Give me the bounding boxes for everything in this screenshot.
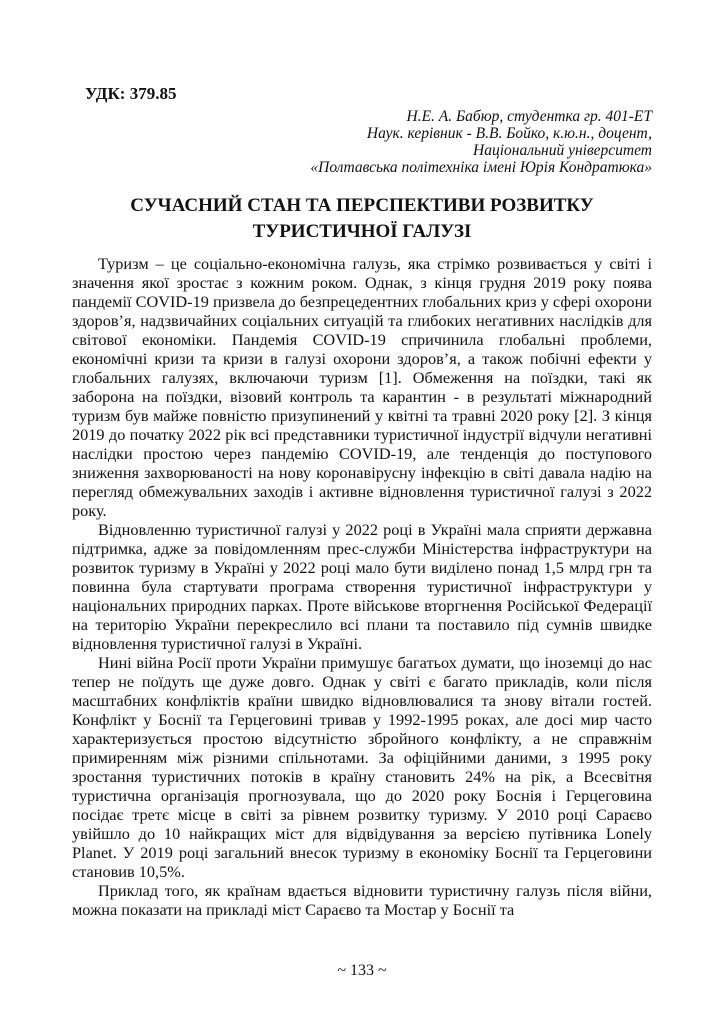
paragraph: Приклад того, як країнам вдається відновити туристичну галузь після війни, можна показати на прикладі міст Сараєво та Мостар у Боснії та bbox=[72, 881, 652, 919]
article-body bbox=[72, 254, 652, 919]
author-line: Наук. керівник - В.В. Бойко, к.ю.н., доцент, bbox=[366, 125, 652, 142]
author-line: «Полтавська політехніка імені Юрія Кондратюка» bbox=[310, 159, 652, 176]
author-line: Національний університет bbox=[473, 142, 652, 159]
author-line: Н.Е. А. Бабюр, студентка гр. 401-ЕТ bbox=[406, 108, 652, 125]
paragraph: Відновленню туристичної галузі у 2022 році в Україні мала сприяти державна підтримка, адже за повідомленням прес-служби Міністерства інфраструктури на розвиток туризму в Україні у 2022 році мало бути виділено понад 1,5 млрд грн та повинна була стартувати програма створення туристичної інфраструктури у національних природних парках. Проте військове вторгнення Російської Федерації на територію України перекреслило всі плани та поставило під сумнів швидке відновлення туристичної галузі в Україні. bbox=[72, 520, 652, 653]
author-block bbox=[72, 108, 652, 176]
udc-code: УДК: 379.85 bbox=[85, 84, 177, 103]
paragraph: Туризм – це соціально-економічна галузь, яка стрімко розвивається у світі і значення якої зростає з кожним роком. Однак, з кінця грудня 2019 року поява пандемії COVID-19 призвела до безпрецедентних глобальних криз у сфері охорони здоров’я, надзвичайних соціальних ситуацій та глибоких негативних наслідків для світової економіки. Пандемія COVID-19 спричинила глобальні проблеми, економічні кризи та кризи в галузі охорони здоров’я, а також побічні ефекти у глобальних галузях, включаючи туризм [1]. Обмеження на поїздки, такі як заборона на поїздки, візовий контроль та карантин - в результаті міжнародний туризм був майже повністю призупинений у квітні та травні 2020 року [2]. З кінця 2019 до початку 2022 рік всі представники туристичної індустрії відчули негативні наслідки простою через пандемію COVID-19, але тенденція до поступового зниження захворюваності на нову коронавірусну інфекцію в світі давала надію на перегляд обмежувальних заходів і активне відновлення туристичної галузі з 2022 року. bbox=[72, 254, 652, 520]
paragraph: Нині війна Росії проти України примушує багатьох думати, що іноземці до нас тепер не поїдуть ще дуже довго. Однак у світі є багато прикладів, коли після масштабних конфліктів країни швидко відновлювалися та знову вітали гостей. Конфлікт у Боснії та Герцеговині тривав у 1992-1995 роках, але досі мир часто характеризується простою відсутністю збройного конфлікту, а не справжнім примиренням між різними спільнотами. За офіційними даними, з 1995 року зростання туристичних потоків в країну становить 24% на рік, а Всесвітня туристична організація прогнозувала, що до 2020 року Боснія і Герцеговина посідає третє місце в світі за рівнем розвитку туризму. У 2010 році Сараєво увійшло до 10 найкращих міст для відвідування за версією путівника Lonely Planet. У 2019 році загальний внесок туризму в економіку Боснії та Герцеговини становив 10,5%. bbox=[72, 653, 652, 881]
article-title: СУЧАСНИЙ СТАН ТА ПЕРСПЕКТИВИ РОЗВИТКУ ТУРИСТИЧНОЇ ГАЛУЗІ bbox=[130, 195, 594, 242]
page-number: ~ 133 ~ bbox=[337, 962, 387, 979]
